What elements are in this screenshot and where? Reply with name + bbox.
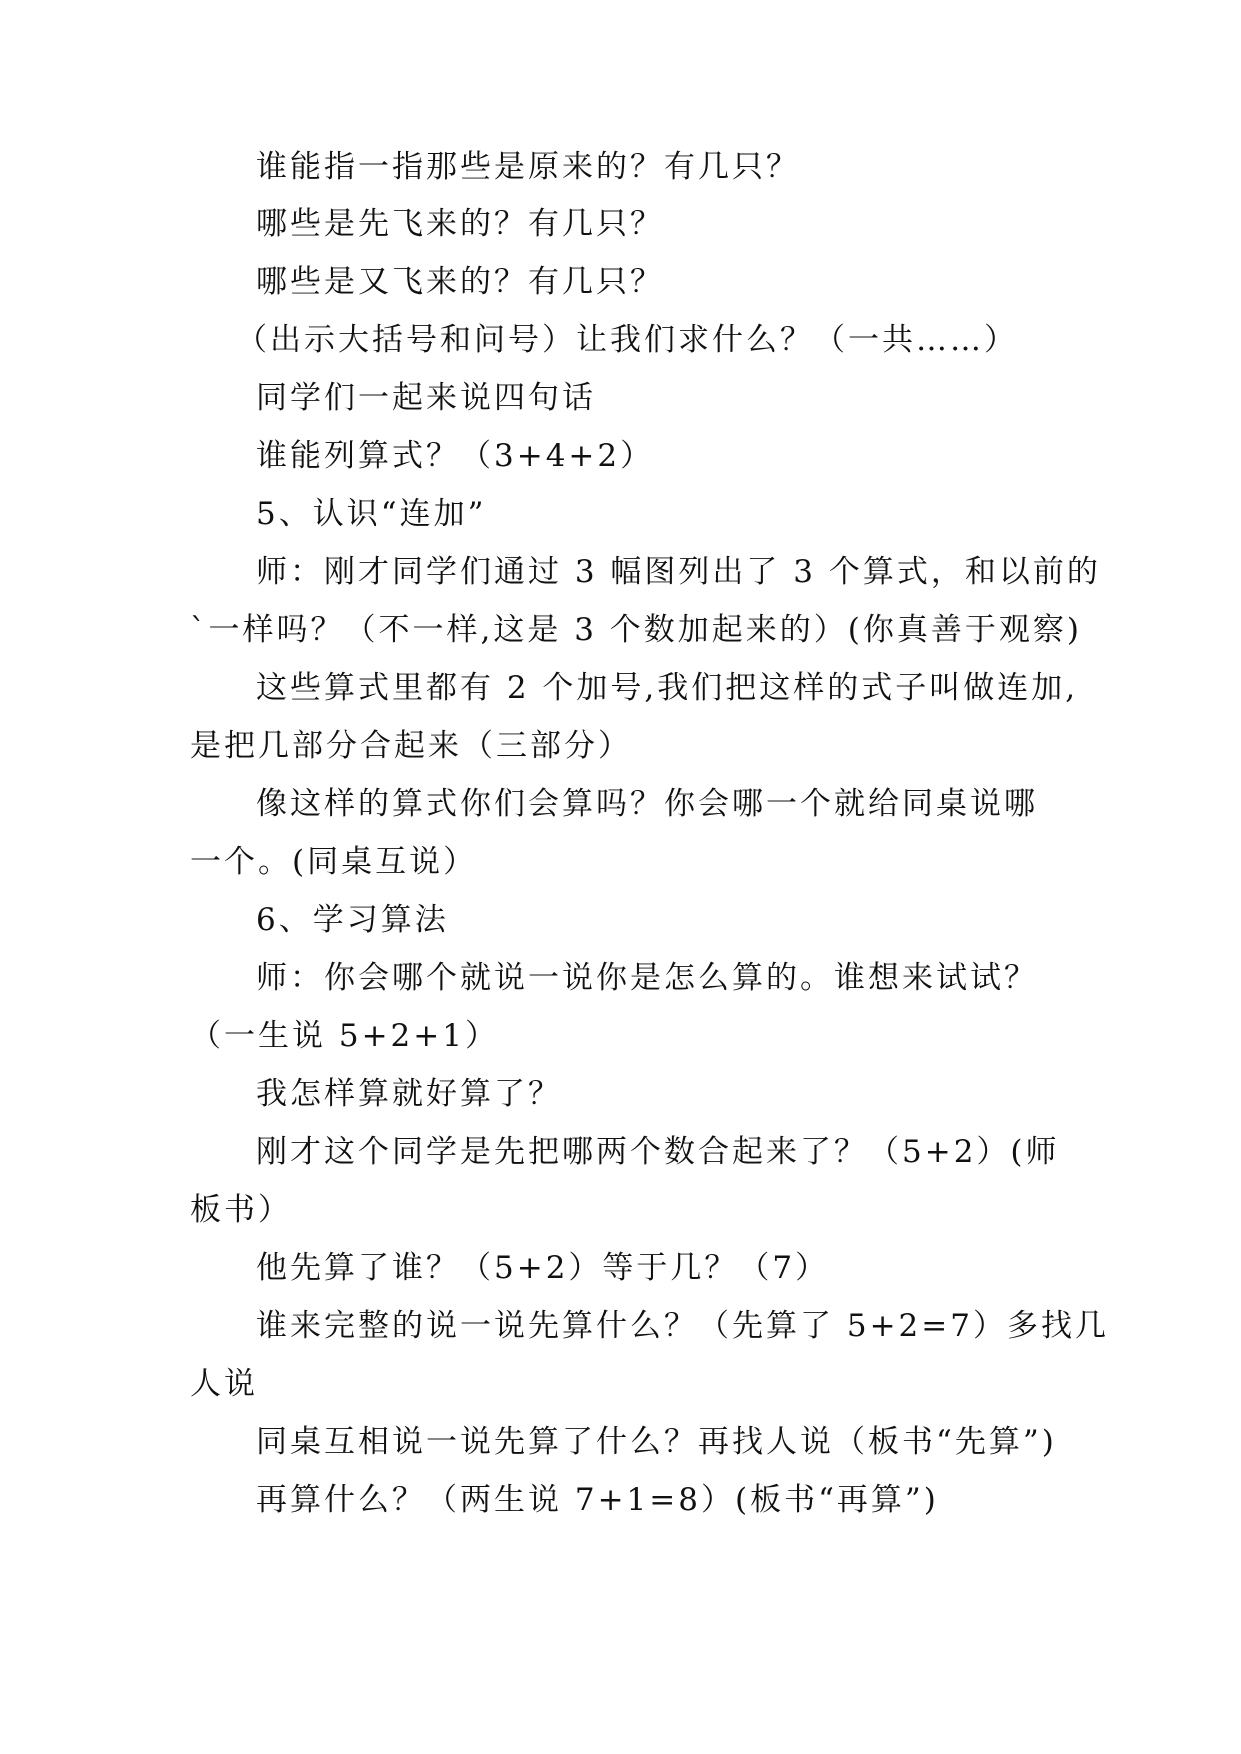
- text-line: 师：你会哪个就说一说你是怎么算的。谁想来试试？: [256, 960, 1038, 996]
- text-line: 一个。(同桌互说）: [190, 844, 478, 880]
- text-line: 哪些是又飞来的？有几只？: [256, 264, 664, 300]
- text-line: 板书）: [190, 1192, 292, 1228]
- text-line: 人说: [190, 1366, 258, 1402]
- text-line: （出示大括号和问号）让我们求什么？（一共……）: [236, 322, 1018, 358]
- text-line: 哪些是先飞来的？有几只？: [256, 206, 664, 242]
- section-heading: 5、认识“连加”: [256, 496, 487, 532]
- text-line: 是把几部分合起来（三部分）: [190, 728, 632, 764]
- text-line: 像这样的算式你们会算吗？你会哪一个就给同桌说哪: [256, 786, 1038, 822]
- text-line: 这些算式里都有 2 个加号,我们把这样的式子叫做连加,: [256, 670, 1079, 706]
- text-line: 刚才这个同学是先把哪两个数合起来了？（5+2）(师: [256, 1134, 1060, 1170]
- text-line: 同桌互相说一说先算了什么？再找人说（板书“先算”): [256, 1424, 1057, 1460]
- section-heading: 6、学习算法: [256, 902, 449, 938]
- text-line: 谁能指一指那些是原来的？有几只？: [256, 149, 800, 185]
- text-line: 谁能列算式？（3+4+2）: [256, 438, 655, 474]
- text-line: 同学们一起来说四句话: [256, 380, 596, 416]
- text-line: `一样吗？（不一样,这是 3 个数加起来的）(你真善于观察): [190, 612, 1082, 648]
- text-line: （一生说 5+2+1）: [190, 1018, 499, 1054]
- text-line: 师：刚才同学们通过 3 幅图列出了 3 个算式，和以前的: [256, 554, 1101, 590]
- text-line: 他先算了谁？（5+2）等于几？（7）: [256, 1250, 830, 1286]
- text-line: 再算什么？（两生说 7+1=8）(板书“再算”): [256, 1482, 939, 1518]
- text-line: 我怎样算就好算了？: [256, 1076, 562, 1112]
- text-line: 谁来完整的说一说先算什么？（先算了 5+2=7）多找几: [256, 1308, 1109, 1344]
